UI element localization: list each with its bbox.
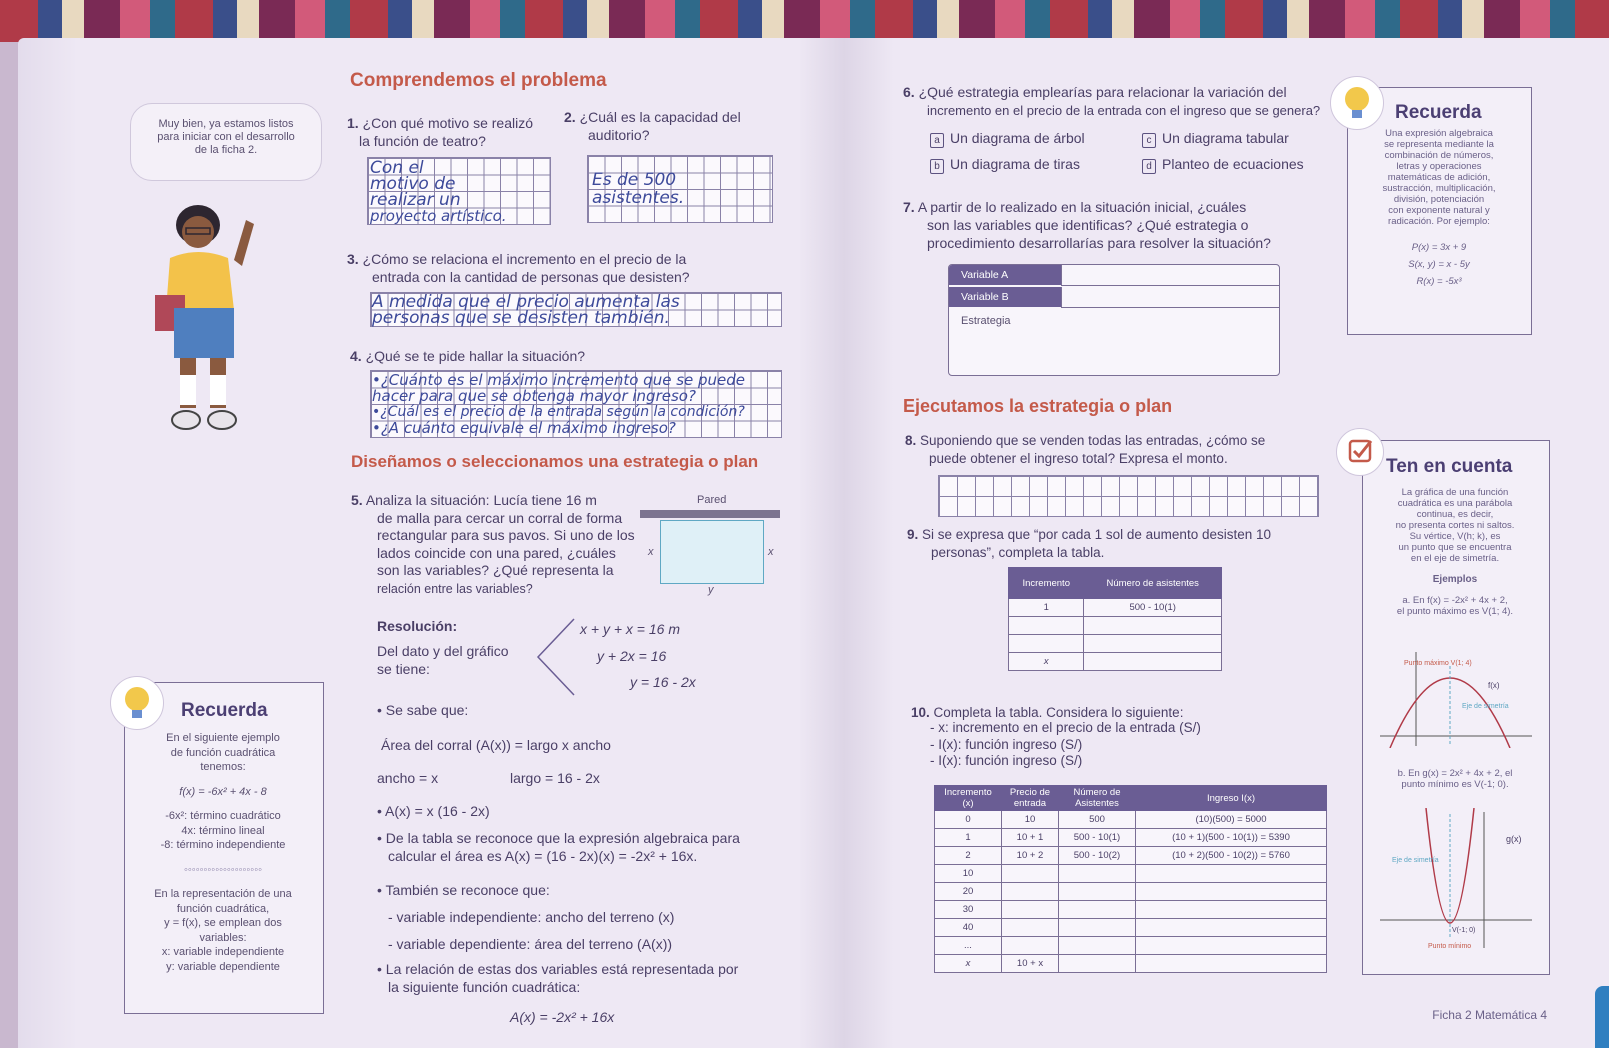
definition-line: - I(x): función ingreso (S/) [930,736,1083,752]
equation-3: y = 16 - 2x [630,674,696,690]
question-6 [903,83,1320,120]
dato-line: Del dato y del gráfico [377,643,509,659]
definition-line: - I(x): función ingreso (S/) [930,753,1083,768]
speech-bubble [130,103,322,181]
option-text: Un diagrama de árbol [950,130,1085,146]
table-cell[interactable] [1059,883,1136,901]
option-d[interactable] [1142,155,1304,174]
recuerda-content-left [128,731,318,974]
table-cell[interactable] [1002,919,1059,937]
question-8 [905,432,1265,468]
question-3 [347,250,690,286]
table-cell[interactable] [1136,865,1327,883]
recuerda-line: x: variable independiente [161,946,285,958]
wall-label: Pared [697,494,727,506]
graph-label: V(-1; 0) [1452,927,1476,934]
table-row [935,811,1327,829]
example-b-line: b. En g(x) = 2x² + 4x + 2, el [1397,768,1513,779]
table-cell[interactable] [1059,919,1136,937]
recuerda-line: se representa mediante la [1384,139,1494,150]
table-cell[interactable]: ... [935,937,1002,955]
table-cell[interactable] [1002,937,1059,955]
corral-rectangle [660,520,764,584]
table-row [1009,599,1222,617]
example-a: a. En f(x) = -2x² + 4x + 2, [1402,595,1508,606]
question-text: lados coincide con una pared, ¿cuáles [377,544,616,561]
table-cell[interactable] [1009,617,1084,635]
example-a: el punto máximo es V(1; 4). [1396,606,1514,617]
table-cell[interactable]: 500 - 10(1) [1084,599,1222,617]
table-row [935,919,1327,937]
area-formula: Área del corral (A(x)) = largo x ancho [381,737,611,753]
graph-label: Eje de simetría [1392,857,1439,864]
recuerda-line: con exponente natural y [1388,205,1490,216]
question-number: 8. [905,433,917,448]
table-q9 [1008,567,1222,671]
handwritten-answer: •¿A cuánto equivale el máximo ingreso? [372,419,676,437]
recuerda-example: P(x) = 3x + 9 [1411,242,1467,253]
table-cell[interactable]: 10 + 2 [1002,847,1059,865]
question-text: Completa la tabla. Considera lo siguiente: [933,705,1184,720]
option-c[interactable] [1142,129,1289,148]
example-b [1364,768,1546,790]
recuerda-line: 4x: término lineal [181,824,265,837]
question-text: Suponiendo que se venden todas las entradas, ¿cómo se [920,433,1266,448]
estrategia-label: Estrategia [961,315,1011,327]
question-5 [351,492,635,598]
recuerda-line: división, potenciación [1393,194,1485,205]
table-row [935,865,1327,883]
graph-label: f(x) [1488,681,1500,690]
question-number: 9. [907,527,919,542]
question-number: 3. [347,251,359,267]
table-row [935,847,1327,865]
variable-b-label: Variable B [949,287,1061,307]
table-row [1009,653,1222,671]
recuerda-title-left: Recuerda [181,700,268,721]
corral-x-label: x [768,546,774,558]
tip-line: La gráfica de una función [1401,487,1509,498]
parabola-max-graph [1376,648,1536,748]
question-text: Si se expresa que “por cada 1 sol de aumento desisten 10 [922,527,1272,542]
question-text: personas”, completa la tabla. [931,545,1105,560]
bullet-line: calcular el área es A(x) = (16 - 2x)(x) = -2x² + 16x. [388,848,698,864]
question-1 [347,114,533,150]
option-text: Un diagrama de tiras [950,156,1080,172]
option-text: Un diagrama tabular [1162,130,1289,146]
question-text: son las variables? ¿Qué representa la [377,562,614,578]
ax-formula: • A(x) = x (16 - 2x) [377,803,490,819]
tip-line: en el eje de simetría. [1410,553,1500,564]
tip-line: continua, es decir, [1416,509,1494,520]
question-text: ¿Qué estrategia emplearías para relacionar la variación del [918,84,1287,100]
bullet-1 [377,829,740,865]
wall-shape [640,510,780,518]
bullet-line: • De la tabla se reconoce que la expresión algebraica para [377,830,740,846]
table-cell[interactable] [1002,901,1059,919]
handwritten-answer: Con el [370,158,424,178]
table-cell[interactable]: 10 + x [1002,955,1059,973]
table-cell[interactable] [1136,919,1327,937]
table-q10 [934,785,1327,973]
recuerda-line: combinación de números, [1384,150,1494,161]
table-cell[interactable]: x [1009,653,1084,671]
question-text: la función de teatro? [359,133,486,149]
recuerda-line: radicación. Por ejemplo: [1388,216,1490,227]
recuerda-line: y = f(x), se emplean dos [164,917,282,929]
table-cell[interactable]: 30 [935,901,1002,919]
student-illustration [150,200,270,440]
recuerda-divider: ◦◦◦◦◦◦◦◦◦◦◦◦◦◦◦◦◦◦◦◦ [184,863,262,876]
table-cell[interactable]: 0 [935,811,1002,829]
table-cell[interactable] [1136,955,1327,973]
recuerda-line: sustracción, multiplicación, [1382,183,1496,194]
handwritten-answer: •¿Cuál es el precio de la entrada según la condición? [372,404,745,420]
table-cell[interactable]: (10 + 1)(500 - 10(1)) = 5390 [1136,829,1327,847]
table-row [1009,617,1222,635]
table-row [935,883,1327,901]
bullet-line: • La relación de estas dos variables está representada por [377,961,739,977]
question-7 [903,198,1271,252]
ten-en-cuenta-content [1364,487,1546,617]
table-header: Ingreso I(x) [1136,786,1327,811]
graph-label: Punto máximo V(1; 4) [1404,660,1472,667]
option-a[interactable] [930,129,1085,148]
brace-icon [536,617,576,697]
recuerda-example: R(x) = -5x³ [1416,276,1462,287]
recuerda-title-right: Recuerda [1395,102,1482,123]
question-text: ¿Con qué motivo se realizó [362,115,533,131]
section-title-comprendemos: Comprendemos el problema [350,70,607,91]
dato-text [377,642,509,678]
handwritten-answer: motivo de [370,174,456,194]
variables-table [948,264,1280,376]
variable-a-field[interactable] [1061,265,1279,286]
question-text: procedimiento desarrollarías para resolver la situación? [927,235,1271,251]
bubble-line: para iniciar con el desarrollo [157,131,295,143]
decorative-banner [0,0,1609,42]
question-text: ¿Cómo se relaciona el incremento en el precio de la [362,251,687,267]
table-cell[interactable]: 40 [935,919,1002,937]
table-cell[interactable]: x [935,955,1002,973]
example-b-line: punto mínimo es V(-1; 0). [1401,779,1509,790]
option-text: Planteo de ecuaciones [1162,156,1304,172]
table-cell[interactable]: 10 [935,865,1002,883]
recuerda-line: -8: término independiente [160,839,286,851]
bullet-3: - variable independiente: ancho del terreno (x) [388,909,675,925]
question-text: ¿Qué se te pide hallar la situación? [365,348,586,364]
q10-definitions [930,720,1201,770]
table-cell[interactable] [1136,901,1327,919]
ejemplos-label: Ejemplos [1432,574,1478,585]
option-key: d [1142,159,1156,174]
option-key: a [930,133,944,148]
table-cell[interactable] [1084,617,1222,635]
question-text: ¿Cuál es la capacidad del [579,109,741,125]
lightbulb-icon [1330,76,1384,130]
table-cell[interactable] [1009,635,1084,653]
table-header: Número de asistentes [1084,568,1222,599]
table-header: Incremento (x) [935,786,1002,811]
table-cell[interactable]: 20 [935,883,1002,901]
table-cell[interactable]: 10 + 1 [1002,829,1059,847]
table-cell[interactable]: 10 [1002,811,1059,829]
question-text: puede obtener el ingreso total? Expresa el monto. [929,451,1228,466]
table-header: Número de Asistentes [1059,786,1136,811]
bullet-line: la siguiente función cuadrática: [388,979,581,995]
tip-line: un punto que se encuentra [1398,542,1512,553]
table-cell[interactable] [1136,937,1327,955]
corral-x-label: x [648,546,654,558]
table-cell[interactable]: 2 [935,847,1002,865]
table-cell[interactable] [1084,653,1222,671]
question-9 [907,526,1271,562]
question-number: 1. [347,115,359,131]
recuerda-line: En la representación de una [154,888,292,900]
recuerda-line: función cuadrática, [176,902,270,915]
table-cell[interactable]: 500 - 10(1) [1059,829,1136,847]
final-function: A(x) = -2x² + 16x [510,1009,615,1025]
handwritten-answer: A medida que el precio aumenta las [372,292,680,312]
table-cell[interactable] [1084,635,1222,653]
variable-b-field[interactable] [1061,287,1279,308]
largo-text: largo = 16 - 2x [510,770,600,786]
table-row [935,955,1327,973]
section-title-disenamos: Diseñamos o seleccionamos una estrategia o plan [351,452,759,471]
bookmark-tab [1595,986,1609,1048]
bullet-4: - variable dependiente: área del terreno (A(x)) [388,936,673,952]
handwritten-answer: hacer para que se obtenga mayor ingreso? [372,387,696,405]
option-key: c [1142,133,1156,148]
tip-line: cuadrática es una parábola [1397,498,1513,509]
recuerda-line: Una expresión algebraica [1385,128,1493,139]
table-header: Incremento [1009,568,1084,599]
recuerda-line: En el siguiente ejemplo [166,732,280,744]
handwritten-answer: proyecto artístico. [370,207,507,225]
bullet-2: • También se reconoce que: [377,882,550,898]
bubble-line: Muy bien, ya estamos listos [158,118,294,130]
recuerda-line: matemáticas de adición, [1387,172,1491,183]
table-cell[interactable]: 500 - 10(2) [1059,847,1136,865]
tip-line: no presenta cortes ni saltos. [1395,520,1515,531]
bubble-line: de la ficha 2. [194,144,258,156]
parabola-min-graph [1376,808,1536,958]
table-cell[interactable] [1136,883,1327,901]
question-number: 4. [350,348,362,364]
question-4 [350,347,585,365]
table-cell[interactable] [1059,901,1136,919]
handwritten-answer: •¿Cuánto es el máximo incremento que se puede [372,371,746,389]
question-text: rectangular para sus pavos. Si uno de los [377,527,635,543]
table-row [935,937,1327,955]
question-text: son las variables que identificas? ¿Qué estrategia o [927,217,1249,233]
table-row [1009,635,1222,653]
graph-label: Eje de simetría [1462,703,1509,710]
table-cell[interactable] [1059,955,1136,973]
table-cell[interactable]: (10)(500) = 5000 [1136,811,1327,829]
option-b[interactable] [930,155,1080,174]
handwritten-answer: asistentes. [592,188,685,208]
equation-2: y + 2x = 16 [597,648,667,664]
tip-line: Su vértice, V(h; k), es [1409,531,1501,542]
section-title-ejecutamos: Ejecutamos la estrategia o plan [903,396,1173,416]
table-cell[interactable] [1059,865,1136,883]
definition-line: - x: incremento en el precio de la entrada (S/) [930,720,1201,735]
question-text: incremento en el precio de la entrada con el ingreso que se genera? [927,103,1321,118]
question-text: de malla para cercar un corral de forma [377,509,623,526]
ten-en-cuenta-title: Ten en cuenta [1386,456,1513,477]
table-cell[interactable]: 1 [1009,599,1084,617]
question-text: auditorio? [588,127,650,143]
se-sabe-text: • Se sabe que: [377,702,469,718]
resolucion-label: Resolución: [377,618,458,634]
table-cell[interactable] [1002,865,1059,883]
dato-line: se tiene: [377,661,430,677]
question-text: Analiza la situación: Lucía tiene 16 m [365,492,597,508]
question-number: 10. [911,705,930,720]
question-number: 2. [564,109,576,125]
lightbulb-icon [110,676,164,730]
question-text: A partir de lo realizado en la situación inicial, ¿cuáles [917,199,1247,215]
table-cell[interactable]: 500 [1059,811,1136,829]
recuerda-line: tenemos: [200,761,246,773]
question-text: relación entre las variables? [377,581,533,596]
recuerda-line: de función cuadrática [170,746,276,759]
recuerda-line: letras y operaciones [1396,161,1482,172]
corral-y-label: y [708,584,714,596]
table-header: Precio de entrada [1002,786,1059,811]
question-text: entrada con la cantidad de personas que desisten? [372,269,690,285]
handwritten-answer: Es de 500 [592,170,677,190]
recuerda-line: y: variable dependiente [166,960,280,973]
equation-1: x + y + x = 16 m [580,621,680,637]
checkbox-icon [1336,428,1384,476]
graph-label: Punto mínimo [1428,943,1472,950]
page-footer: Ficha 2 Matemática 4 [1432,1008,1547,1022]
option-key: b [930,159,944,174]
graph-label: g(x) [1506,834,1522,844]
table-cell[interactable] [1059,937,1136,955]
recuerda-line: f(x) = -6x² + 4x - 8 [179,785,267,798]
bullet-5 [377,960,738,996]
question-number: 5. [351,492,363,508]
question-number: 7. [903,199,915,215]
ancho-text: ancho = x [377,770,439,786]
question-2 [564,108,741,144]
handwritten-answer: personas que se desisten también. [372,308,670,328]
recuerda-line: variables: [199,931,247,944]
answer-grid-q8[interactable] [938,475,1319,517]
table-cell[interactable]: (10 + 2)(500 - 10(2)) = 5760 [1136,847,1327,865]
recuerda-line: -6x²: término cuadrático [165,810,281,822]
table-row [935,829,1327,847]
recuerda-example: S(x, y) = x - 5y [1408,259,1470,270]
table-row [935,901,1327,919]
table-cell[interactable] [1002,883,1059,901]
question-number: 6. [903,84,915,100]
recuerda-content-right [1350,128,1528,290]
variable-a-label: Variable A [949,265,1061,285]
handwritten-answer: realizar un [370,190,461,210]
table-cell[interactable]: 1 [935,829,1002,847]
